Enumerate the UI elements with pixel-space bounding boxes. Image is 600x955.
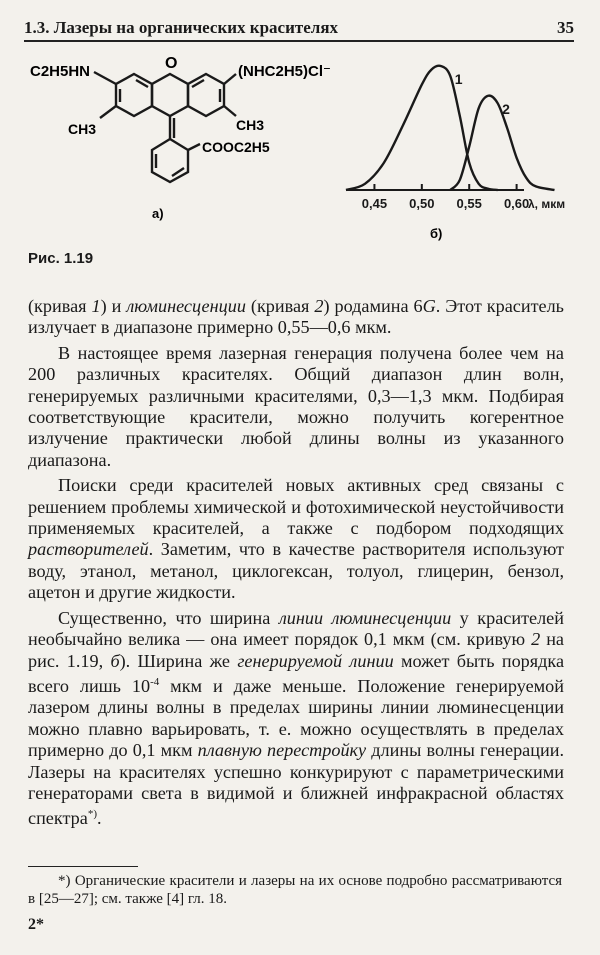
page-number: 35 <box>557 18 574 37</box>
figure-1-19 <box>24 44 584 264</box>
formula-group-right: (NHC2H5) <box>238 63 309 80</box>
x-tick-label: 0,60 <box>503 196 530 211</box>
curve-label-2: 2 <box>502 100 510 117</box>
running-header <box>24 10 574 42</box>
figure-caption: Рис. 1.19 <box>28 250 94 267</box>
formula-group-left: C2H5HN <box>30 63 91 80</box>
formula-methyl-right: CH3 <box>236 117 265 133</box>
paragraph-2: В настоящее время лазерная генерация получена более чем на 200 различных красителях. Общий диапазон длин волн, генерируемых различными красителями, 0,3—1,3 мкм. Подбирая соответствующие красители, можно получить когерентное излучение практически любой длины волны из указанного диапазона. <box>28 342 564 470</box>
curve-1 <box>346 66 498 190</box>
paragraph-3: Поиски среди красителей новых активных сред связаны с решением проблемы химической и фотохимической неустойчивости применяемых красителей, а также с подбором подходящих растворителей. Заметим, что в качестве растворителя используют воду, этанол, метанол, циклогексан, толуол, глицерин, бензол, ацетон и другие жидкости. <box>28 475 564 603</box>
structural-formula <box>94 72 236 182</box>
x-tick-label: 0,55 <box>456 196 482 211</box>
panel-b-label: б) <box>430 226 443 241</box>
section-title: 1.3. Лазеры на органических красителях <box>24 18 339 37</box>
x-tick-label: 0,50 <box>409 196 435 211</box>
formula-methyl-left: CH3 <box>68 121 97 137</box>
formula-ester: COOC2H5 <box>202 139 270 155</box>
formula-counter-ion: Cl⁻ <box>308 63 331 80</box>
ring-oxygen: O <box>165 55 178 72</box>
body-text <box>28 296 564 830</box>
paragraph-4: Существенно, что ширина линии люминесценции у красителей необычайно велика — она имеет порядок 0,1 мкм (см. кривую 2 на рис. 1.19, б). Ширина же генерируемой линии может быть порядка всего лишь $10^{-4}$ мкм и даже меньше. Положение генерируемой лазером длины волны в пределах ширины линии люминесценции можно плавно варьировать, т. е. можно осуществлять в пределах примерно до 0,1 мкм плавную перестройку длины волны генерации. Лазеры на красителях успешно конкурируют с параметрическими генераторами света в видимой и ближней инфракрасной областях спектра*). <box>28 607 565 829</box>
x-tick-label: 0,45 <box>361 196 388 211</box>
footnote-rule <box>28 866 138 867</box>
curve-label-1: 1 <box>454 71 463 87</box>
footnote: *) Органические красители и лазеры на их основе подробно рассматриваются в [25—27]; см. также [4] гл. 18. <box>28 873 562 907</box>
panel-a-label: а) <box>152 206 164 221</box>
spectrum-plot <box>346 66 565 211</box>
x-axis-label: λ, мкм <box>528 197 566 211</box>
footnote-ref[interactable]: *) <box>87 808 97 821</box>
paragraph-1: (кривая 1) и люминесценции (кривая 2) родамина 6G. Этот краситель излучает в диапазоне примерно 0,55—0,6 мкм. <box>28 296 564 338</box>
signature-mark: 2* <box>28 916 44 933</box>
